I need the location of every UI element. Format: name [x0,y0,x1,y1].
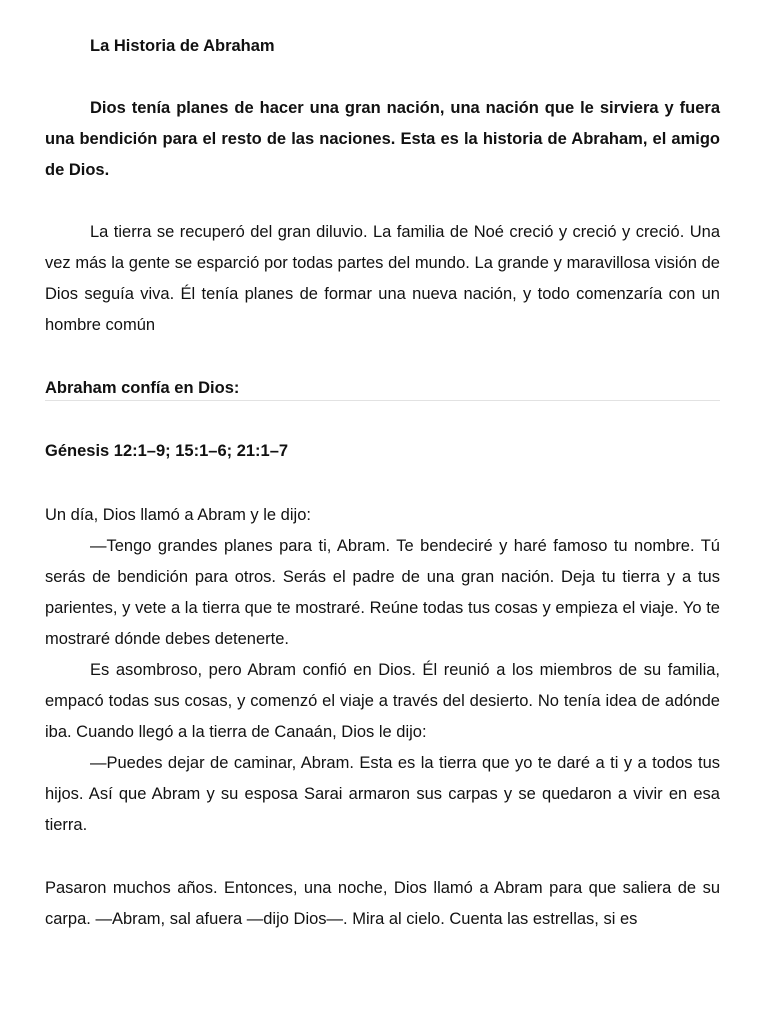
document-title: La Historia de Abraham [90,37,275,55]
paragraph-flood: La tierra se recuperó del gran diluvio. La familia de Noé creció y creció y creció. Una vez más la gente se esparció por todas partes del mundo. La grande y maravillosa visión de Dios seguía viva. Él tenía planes de formar una nueva nación, y todo comenzaría con un hombre común [45,223,720,334]
section-heading: Abraham confía en Dios: [45,379,240,397]
paragraph-promise: —Tengo grandes planes para ti, Abram. Te bendeciré y haré famoso tu nombre. Tú serás de bendición para otros. Serás el padre de una gran nación. Deja tu tierra y a tus parientes, y vete a la tierra que te mostraré. Reúne todas tus cosas y empieza el viaje. Yo te mostraré dónde debes detenerte. [45,537,720,648]
paragraph-call: Un día, Dios llamó a Abram y le dijo: [45,506,311,524]
section-divider [45,400,720,401]
intro-paragraph: Dios tenía planes de hacer una gran nación, una nación que le sirviera y fuera una bendición para el resto de las naciones. Esta es la historia de Abraham, el amigo de Dios. [45,99,720,179]
paragraph-canaan: —Puedes dejar de caminar, Abram. Esta es la tierra que yo te daré a ti y a todos tus hijos. Así que Abram y su esposa Sarai armaron sus carpas y se quedaron a vivir en esa tierra. [45,754,720,834]
paragraph-journey: Es asombroso, pero Abram confió en Dios. Él reunió a los miembros de su familia, empacó todas sus cosas, y comenzó el viaje a través del desierto. No tenía idea de adónde iba. Cuando llegó a la tierra de Canaán, Dios le dijo: [45,661,720,741]
scripture-reference: Génesis 12:1–9; 15:1–6; 21:1–7 [45,442,289,460]
paragraph-stars: Pasaron muchos años. Entonces, una noche, Dios llamó a Abram para que saliera de su carpa. —Abram, sal afuera —dijo Dios—. Mira al cielo. Cuenta las estrellas, si es [45,879,720,928]
